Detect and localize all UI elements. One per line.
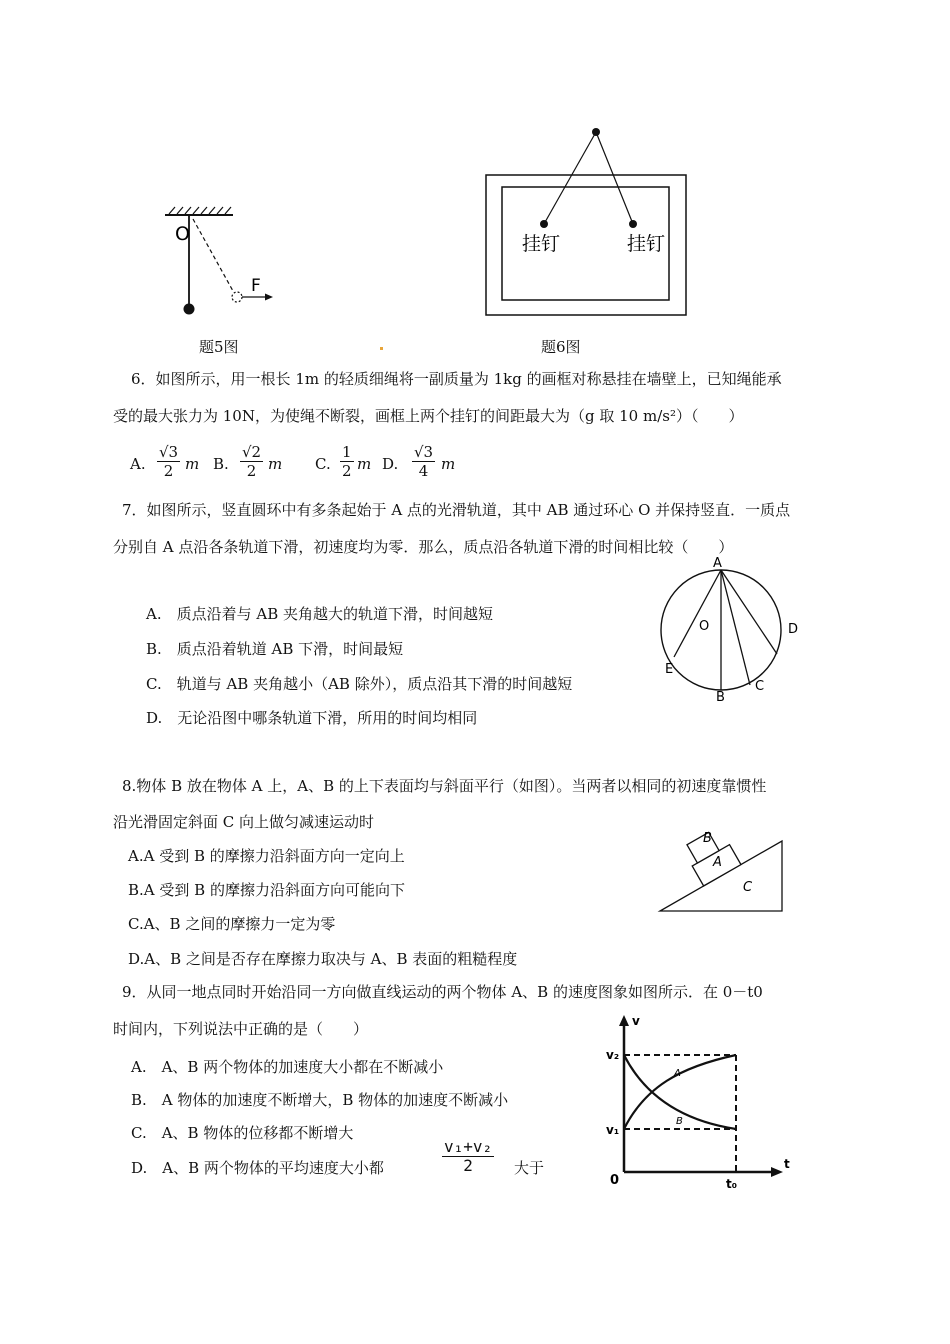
figure-6-frame bbox=[480, 120, 695, 325]
fig7-a-label: A bbox=[713, 556, 722, 571]
q9-fraction-num: v₁+v₂ bbox=[444, 1137, 493, 1156]
q8-option-a: A.A 受到 B 的摩擦力沿斜面方向一定向上 bbox=[128, 847, 405, 865]
q8-line2: 沿光滑固定斜面 C 向上做匀减速运动时 bbox=[113, 813, 375, 831]
q6-option-b-den: 2 bbox=[246, 462, 257, 480]
q7-option-b: B. 质点沿着轨道 AB 下滑，时间最短 bbox=[146, 640, 404, 658]
fig5-o-label: O bbox=[175, 223, 190, 245]
q6-option-b-label: B. bbox=[213, 455, 229, 473]
fig7-o-label: O bbox=[699, 619, 710, 634]
fig8-c-label: C bbox=[743, 880, 753, 895]
q6-option-a-fraction bbox=[157, 443, 180, 480]
q6-option-a-unit: m bbox=[185, 455, 200, 473]
figure-8-incline bbox=[655, 825, 790, 915]
fig9-curve-a-label: A bbox=[674, 1068, 681, 1079]
q6-option-c-num: 1 bbox=[342, 443, 352, 461]
fig6-nail-left: 挂钉 bbox=[522, 233, 561, 255]
figure-9-vt-graph bbox=[600, 1012, 800, 1192]
fig9-v1-label: v₁ bbox=[606, 1123, 620, 1137]
figure-7-circle bbox=[655, 555, 815, 705]
fig8-b-label: B bbox=[703, 831, 712, 846]
q9-option-d: D. A、B 两个物体的平均速度大小都 bbox=[131, 1159, 384, 1177]
q9-tail: 大于 bbox=[514, 1159, 545, 1177]
fig6-nail-right: 挂钉 bbox=[627, 233, 666, 255]
q9-option-b: B. A 物体的加速度不断增大，B 物体的加速度不断减小 bbox=[131, 1091, 509, 1109]
fig7-c-label: C bbox=[755, 679, 765, 694]
q9-option-c: C. A、B 物体的位移都不断增大 bbox=[131, 1124, 354, 1142]
q6-option-d-den: 4 bbox=[418, 462, 429, 480]
fig7-b-label: B bbox=[716, 690, 725, 705]
fig9-t0-label: t₀ bbox=[726, 1177, 737, 1191]
fig8-a-label: A bbox=[713, 855, 722, 870]
fig6-caption: 题6图 bbox=[541, 338, 581, 356]
q6-option-a-num: √3 bbox=[159, 443, 179, 461]
q6-line2: 受的最大张力为 10N，为使绳不断裂，画框上两个挂钉的间距最大为（g 取 10 m/s²）（ ） bbox=[113, 407, 744, 425]
q6-option-c-den: 2 bbox=[342, 462, 352, 480]
fig5-f-label: F bbox=[251, 276, 261, 296]
figure-5-pendulum bbox=[155, 205, 285, 325]
q9-fraction-den: 2 bbox=[463, 1156, 473, 1175]
q8-option-b: B.A 受到 B 的摩擦力沿斜面方向可能向下 bbox=[128, 881, 405, 899]
q7-line1: 7．如图所示，竖直圆环中有多条起始于 A 点的光滑轨道，其中 AB 通过环心 O 并保持竖直．一质点 bbox=[122, 501, 791, 519]
q6-option-b-unit: m bbox=[268, 455, 283, 473]
q6-option-d-num: √3 bbox=[414, 443, 434, 461]
fig7-d-label: D bbox=[788, 622, 799, 637]
q6-option-d-unit: m bbox=[441, 455, 456, 473]
q7-option-d: D. 无论沿图中哪条轨道下滑，所用的时间均相同 bbox=[146, 709, 478, 727]
q6-option-c-label: C. bbox=[315, 455, 331, 473]
q6-option-d-fraction bbox=[412, 443, 435, 480]
q9-line1: 9．从同一地点同时开始沿同一方向做直线运动的两个物体 A、B 的速度图象如图所示．在 0－t0 bbox=[122, 983, 763, 1001]
q6-option-a-den: 2 bbox=[163, 462, 174, 480]
q7-option-a: A. 质点沿着与 AB 夹角越大的轨道下滑，时间越短 bbox=[146, 605, 493, 623]
q6-option-c-unit: m bbox=[357, 455, 372, 473]
q6-option-b-fraction bbox=[240, 443, 263, 480]
q8-option-d: D.A、B 之间是否存在摩擦力取决与 A、B 表面的粗糙程度 bbox=[128, 950, 518, 968]
q6-option-d-label: D. bbox=[382, 455, 399, 473]
fig5-caption: 题5图 bbox=[199, 338, 239, 356]
fig9-curve-b-label: B bbox=[676, 1116, 683, 1127]
orange-dot-mark bbox=[380, 347, 383, 350]
q6-option-a-label: A. bbox=[130, 455, 146, 473]
fig9-origin: 0 bbox=[610, 1173, 620, 1188]
q6-line1: 6．如图所示，用一根长 1m 的轻质细绳将一副质量为 1kg 的画框对称悬挂在墙壁上，已知绳能承 bbox=[131, 370, 782, 388]
q8-line1: 8.物体 B 放在物体 A 上，A、B 的上下表面均与斜面平行（如图）。当两者以相同的初速度靠惯性 bbox=[122, 777, 767, 795]
q8-option-c: C.A、B 之间的摩擦力一定为零 bbox=[128, 915, 336, 933]
q7-line2: 分别自 A 点沿各条轨道下滑，初速度均为零．那么，质点沿各轨道下滑的时间相比较（ ） bbox=[113, 538, 734, 556]
q9-option-a: A. A、B 两个物体的加速度大小都在不断减小 bbox=[131, 1058, 444, 1076]
q9-line2: 时间内，下列说法中正确的是（ ） bbox=[113, 1020, 369, 1038]
q9-fraction bbox=[442, 1138, 494, 1175]
q6-option-b-num: √2 bbox=[242, 443, 262, 461]
fig9-v2-label: v₂ bbox=[606, 1048, 620, 1062]
fig7-e-label: E bbox=[665, 662, 674, 677]
fig9-axis-v: v bbox=[632, 1014, 640, 1028]
q6-option-c-fraction bbox=[340, 443, 354, 480]
q7-option-c: C. 轨道与 AB 夹角越小（AB 除外），质点沿其下滑的时间越短 bbox=[146, 675, 573, 693]
fig9-axis-t: t bbox=[784, 1157, 790, 1171]
